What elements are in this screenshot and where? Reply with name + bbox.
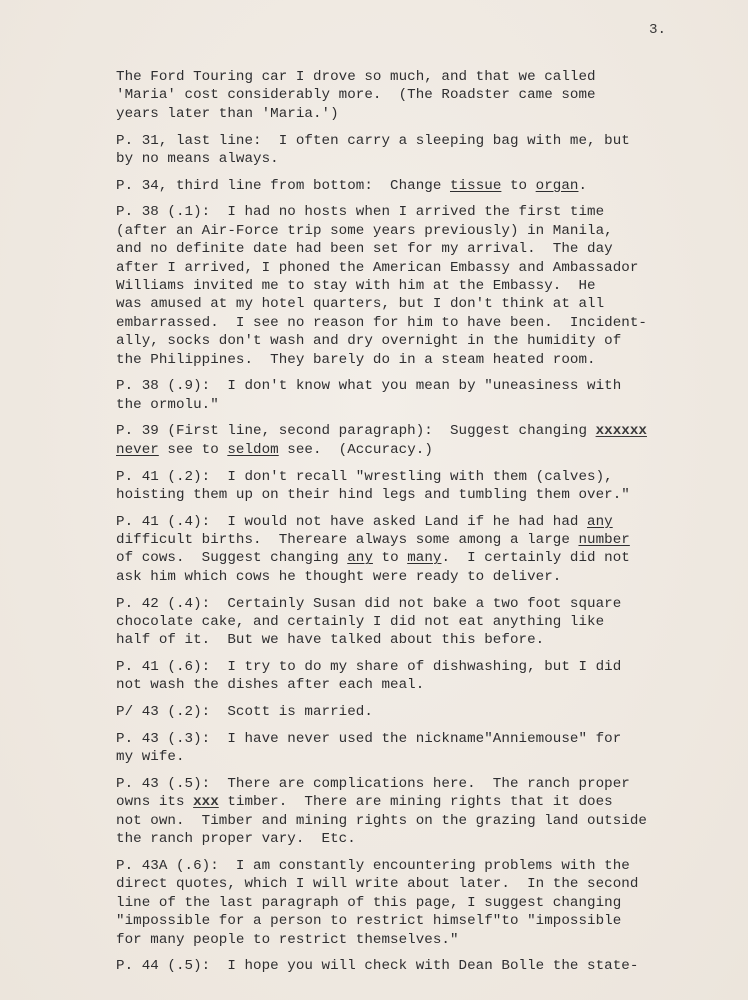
underlined-word: many xyxy=(407,550,442,567)
text-segment: not wash the dishes after each meal. xyxy=(116,677,425,694)
text-segment: P. 43 (.3): I have never used the nickname"Anniemouse" for xyxy=(116,730,622,747)
text-line xyxy=(116,441,716,459)
struck-out-word: xxxxxx xyxy=(595,423,647,440)
text-segment: after I arrived, I phoned the American Embassy and Ambassador xyxy=(116,259,639,276)
text-line xyxy=(116,86,716,104)
text-segment: . I certainly did not xyxy=(441,550,630,567)
paragraph xyxy=(116,468,716,505)
text-line xyxy=(116,177,716,195)
text-line xyxy=(116,150,716,168)
text-line xyxy=(116,931,716,949)
text-segment: P. 38 (.9): I don't know what you mean by "uneasiness with xyxy=(116,378,622,395)
underlined-word: tissue xyxy=(450,177,502,194)
text-line xyxy=(116,396,716,414)
text-line xyxy=(116,295,716,313)
text-line xyxy=(116,332,716,350)
paragraph xyxy=(116,377,716,414)
underlined-word: never xyxy=(116,441,159,458)
text-line xyxy=(116,812,716,830)
underlined-word: any xyxy=(347,550,373,567)
paragraph xyxy=(116,703,716,721)
text-line xyxy=(116,377,716,395)
text-segment: P. 38 (.1): I had no hosts when I arrived the first time xyxy=(116,204,605,221)
text-segment: owns its xyxy=(116,794,194,811)
paragraph xyxy=(116,177,716,195)
text-segment: P. 31, last line: I often carry a sleeping bag with me, but xyxy=(116,132,630,149)
text-segment: line of the last paragraph of this page, I suggest changing xyxy=(116,894,622,911)
text-segment: and no definite date had been set for my arrival. The day xyxy=(116,241,613,258)
text-line xyxy=(116,703,716,721)
text-segment: P. 44 (.5): I hope you will check with Dean Bolle the state- xyxy=(116,958,639,975)
text-segment: P. 34, third line from bottom: Change xyxy=(116,177,450,194)
text-segment: P/ 43 (.2): Scott is married. xyxy=(116,704,373,721)
text-segment: ask him which cows he thought were ready to deliver. xyxy=(116,568,562,585)
paragraph xyxy=(116,422,716,459)
paragraph xyxy=(116,203,716,369)
text-segment: Williams invited me to stay with him at the Embassy. He xyxy=(116,277,596,294)
underlined-word: seldom xyxy=(227,441,279,458)
underlined-word: any xyxy=(587,513,613,530)
text-line xyxy=(116,351,716,369)
struck-out-word: xxx xyxy=(193,794,219,811)
text-line xyxy=(116,568,716,586)
text-line xyxy=(116,613,716,631)
text-line xyxy=(116,730,716,748)
paragraph xyxy=(116,775,716,849)
text-segment: to xyxy=(501,177,536,194)
text-segment: chocolate cake, and certainly I did not eat anything like xyxy=(116,613,605,630)
text-line xyxy=(116,912,716,930)
text-segment: 'Maria' cost considerably more. (The Roadster came some xyxy=(116,87,596,104)
text-line xyxy=(116,68,716,86)
text-line xyxy=(116,775,716,793)
text-line xyxy=(116,277,716,295)
underlined-word: organ xyxy=(535,177,579,194)
text-segment: the Philippines. They barely do in a steam heated room. xyxy=(116,351,596,368)
text-line xyxy=(116,222,716,240)
text-segment: P. 43 (.5): There are complications here. The ranch proper xyxy=(116,775,630,792)
text-line xyxy=(116,676,716,694)
text-line xyxy=(116,314,716,332)
text-segment: not own. Timber and mining rights on the grazing land outside xyxy=(116,812,647,829)
text-segment: half of it. But we have talked about this before. xyxy=(116,632,545,649)
paragraph xyxy=(116,132,716,169)
text-line xyxy=(116,658,716,676)
text-line xyxy=(116,105,716,123)
text-segment: to xyxy=(372,550,408,567)
text-line xyxy=(116,631,716,649)
text-segment: hoisting them up on their hind legs and tumbling them over." xyxy=(116,486,630,503)
text-segment: ally, socks don't wash and dry overnight in the humidity of xyxy=(116,333,622,350)
text-segment: The Ford Touring car I drove so much, and that we called xyxy=(116,69,596,85)
text-line xyxy=(116,748,716,766)
text-line xyxy=(116,595,716,613)
text-segment: for many people to restrict themselves." xyxy=(116,931,459,948)
paragraph xyxy=(116,658,716,695)
text-line xyxy=(116,240,716,258)
paragraph xyxy=(116,68,716,123)
text-segment: my wife. xyxy=(116,749,185,766)
text-segment: P. 41 (.6): I try to do my share of dishwashing, but I did xyxy=(116,659,622,676)
text-segment: years later than 'Maria.') xyxy=(116,105,339,122)
text-line xyxy=(116,857,716,875)
text-line xyxy=(116,486,716,504)
text-segment: was amused at my hotel quarters, but I don't think at all xyxy=(116,296,605,313)
text-segment: P. 42 (.4): Certainly Susan did not bake a two foot square xyxy=(116,595,622,612)
text-segment: direct quotes, which I will write about later. In the second xyxy=(116,876,639,893)
text-segment: P. 39 (First line, second paragraph): Suggest changing xyxy=(116,423,596,440)
text-segment: (after an Air-Force trip some years previously) in Manila, xyxy=(116,222,613,239)
text-line xyxy=(116,422,716,440)
text-segment: see to xyxy=(158,441,228,458)
text-line xyxy=(116,259,716,277)
text-line xyxy=(116,531,716,549)
typewritten-text xyxy=(116,68,716,984)
text-segment: P. 41 (.4): I would not have asked Land if he had had xyxy=(116,513,588,530)
text-segment: "impossible for a person to restrict himself"to "impossible xyxy=(116,913,622,930)
underlined-word: number xyxy=(578,532,630,549)
text-segment: by no means always. xyxy=(116,150,279,167)
text-line xyxy=(116,875,716,893)
text-segment: of cows. Suggest changing xyxy=(116,550,348,567)
text-segment: the ranch proper vary. Etc. xyxy=(116,831,356,848)
text-line xyxy=(116,132,716,150)
paragraph xyxy=(116,957,716,975)
text-segment: the ormolu." xyxy=(116,396,219,413)
paragraph xyxy=(116,595,716,650)
text-segment: timber. There are mining rights that it does xyxy=(218,794,613,811)
text-line xyxy=(116,549,716,567)
text-segment: P. 41 (.2): I don't recall "wrestling with them (calves), xyxy=(116,468,613,485)
paragraph xyxy=(116,857,716,949)
text-segment: . xyxy=(578,177,588,194)
text-line xyxy=(116,894,716,912)
text-segment: difficult births. Thereare always some among a large xyxy=(116,532,579,549)
text-segment: P. 43A (.6): I am constantly encountering problems with the xyxy=(116,857,630,874)
text-line xyxy=(116,793,716,811)
text-line xyxy=(116,513,716,531)
paragraph xyxy=(116,513,716,587)
text-line xyxy=(116,468,716,486)
text-segment: embarrassed. I see no reason for him to have been. Incident- xyxy=(116,314,647,331)
text-line xyxy=(116,957,716,975)
text-line xyxy=(116,203,716,221)
page-number: 3. xyxy=(649,22,667,38)
text-segment: see. (Accuracy.) xyxy=(278,441,433,458)
paragraph xyxy=(116,730,716,767)
text-line xyxy=(116,830,716,848)
